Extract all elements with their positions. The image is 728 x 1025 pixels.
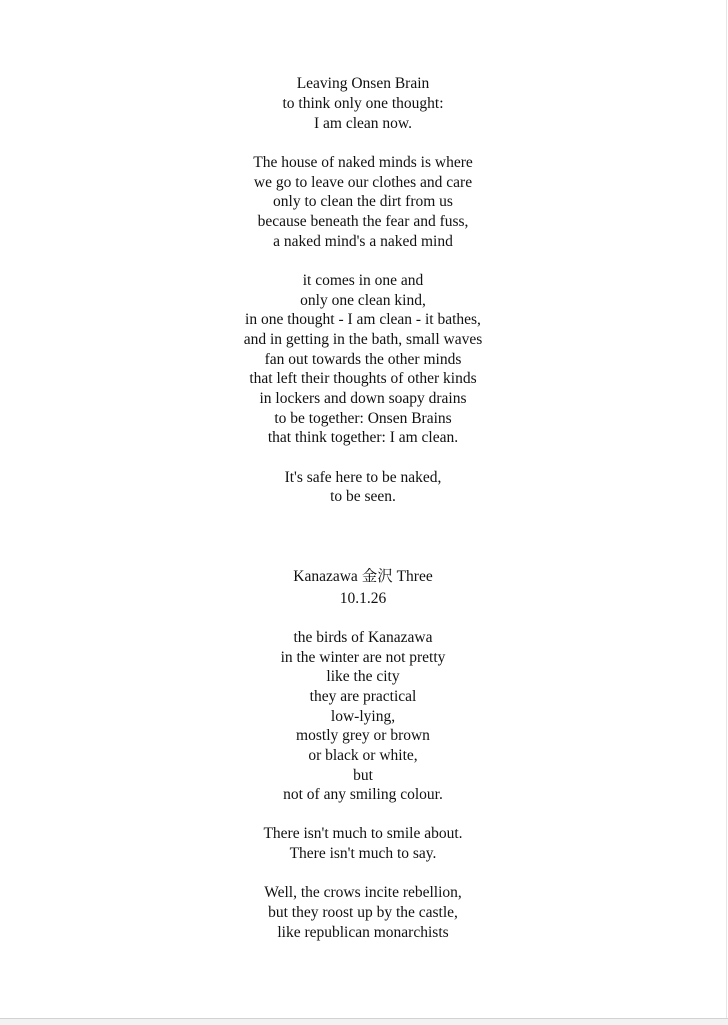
poem-line: to be seen.: [330, 488, 396, 505]
poem-line: the birds of Kanazawa: [293, 629, 433, 646]
poem-line: mostly grey or brown: [296, 727, 430, 744]
poem-line: that left their thoughts of other kinds: [249, 370, 477, 387]
poem-line: The house of naked minds is where: [253, 154, 473, 171]
poem-line: we go to leave our clothes and care: [253, 174, 473, 191]
poem-date: 10.1.26: [339, 590, 387, 607]
poem-line: like the city: [326, 668, 400, 685]
poem-line: to think only one thought:: [282, 95, 444, 112]
poem-line: low-lying,: [330, 708, 396, 725]
poem-line: it comes in one and: [302, 272, 424, 289]
poem-line: in one thought - I am clean - it bathes,: [245, 311, 481, 328]
poem-line: in the winter are not pretty: [280, 649, 446, 666]
poem-line: not of any smiling colour.: [283, 786, 443, 803]
poem-line: a naked mind's a naked mind: [273, 233, 453, 250]
poem-line: There isn't much to say.: [289, 845, 437, 862]
poem-line: and in getting in the bath, small waves: [243, 331, 483, 348]
poem-line: they are practical: [309, 688, 417, 705]
poem-title: Leaving Onsen Brain: [296, 75, 430, 92]
poem-line: or black or white,: [308, 747, 418, 764]
poem-line: to be together: Onsen Brains: [274, 410, 452, 427]
poem-line: that think together: I am clean.: [267, 429, 459, 446]
poem-line: It's safe here to be naked,: [284, 469, 442, 486]
poem-line: fan out towards the other minds: [264, 351, 462, 368]
poem-line: but they roost up by the castle,: [268, 904, 458, 921]
poem-line: Well, the crows incite rebellion,: [264, 884, 462, 901]
poem-line: like republican monarchists: [277, 924, 449, 941]
poem-line: only to clean the dirt from us: [273, 193, 453, 210]
poem-line: only one clean kind,: [300, 292, 426, 309]
poem-line: but: [353, 767, 373, 784]
poem-line: because beneath the fear and fuss,: [257, 213, 469, 230]
poem-title: Kanazawa 金沢 Three: [293, 568, 433, 585]
poem-line: I am clean now.: [314, 115, 412, 132]
poem-line: in lockers and down soapy drains: [259, 390, 467, 407]
poem-line: There isn't much to smile about.: [263, 825, 463, 842]
